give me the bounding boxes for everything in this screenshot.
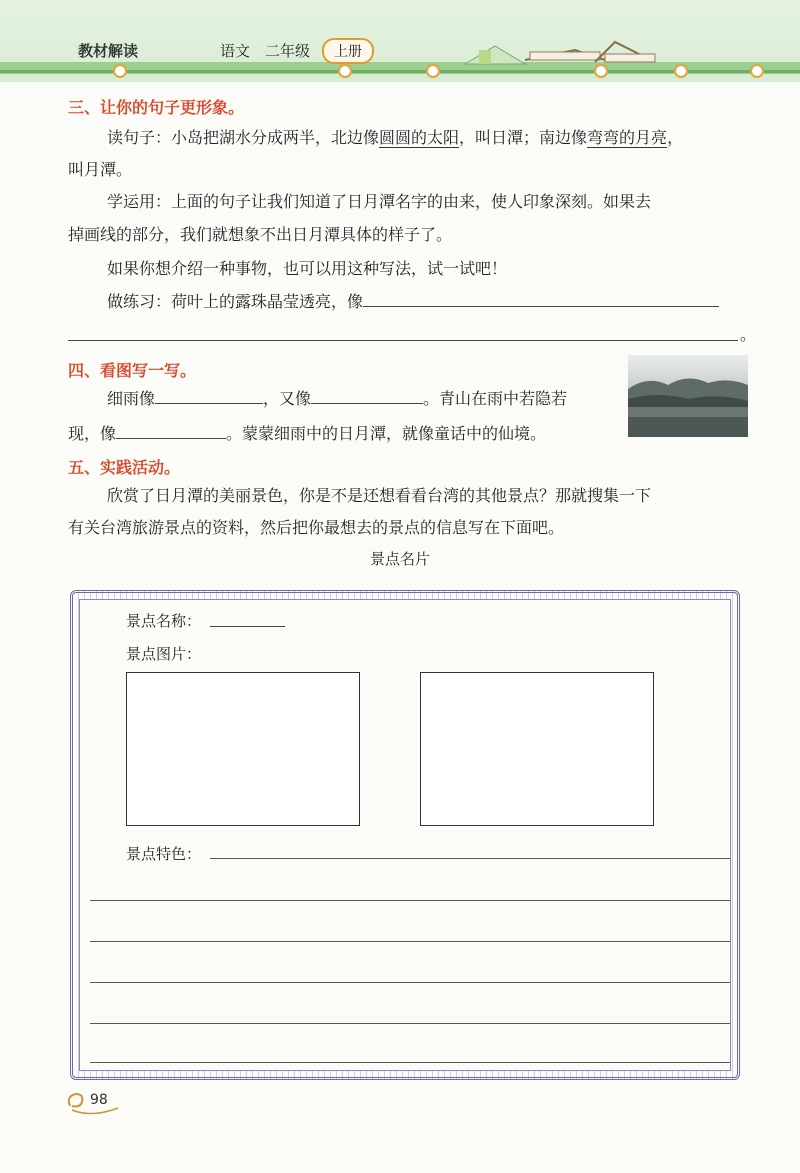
book-title: 教材解读 — [78, 42, 139, 60]
underlined-phrase: 弯弯的月亮 — [587, 128, 668, 147]
picture-writing-line-2 — [68, 424, 546, 442]
text-span: 细雨像 — [107, 389, 156, 408]
section-5-title: 五、实践活动。 — [68, 458, 181, 477]
header-dot — [426, 64, 440, 78]
writing-rule[interactable] — [90, 900, 730, 901]
read-sentence-line — [107, 130, 683, 146]
activity-line-1: 欣赏了日月潭的美丽景色，你是不是还想看看台湾的其他景点？那就搜集一下 — [107, 486, 652, 505]
scenic-spot-card — [70, 590, 740, 1080]
text-span: 。青山在雨中若隐若 — [423, 389, 568, 408]
apply-line-2: 掉画线的部分，我们就想象不出日月潭具体的样子了。 — [68, 225, 453, 244]
text-span: ， — [667, 128, 684, 147]
apply-line-1: 学运用：上面的句子让我们知道了日月潭名字的由来，使人印象深刻。如果去 — [107, 192, 652, 211]
picture-writing-line-1 — [107, 389, 567, 407]
volume-badge: 上册 — [322, 38, 374, 64]
header-dot — [750, 64, 764, 78]
grade-label: 二年级 — [265, 42, 311, 60]
lake-mountain-photo — [628, 355, 748, 437]
read-sentence-line-2: 叫月潭。 — [68, 160, 133, 179]
underlined-phrase: 圆圆的太阳 — [379, 128, 460, 147]
page-number: 98 — [90, 1092, 108, 1108]
text-span: 现，像 — [68, 424, 117, 443]
try-line: 如果你想介绍一种事物，也可以用这种写法，试一试吧！ — [107, 259, 508, 278]
section-3-title: 三、让你的句子更形象。 — [68, 98, 245, 117]
header-dot — [338, 64, 352, 78]
answer-blank-line[interactable] — [68, 326, 738, 341]
practice-line — [107, 292, 719, 310]
text-span: ，叫日潭；南边像 — [459, 128, 588, 147]
writing-rule[interactable] — [90, 1062, 730, 1063]
answer-blank[interactable] — [116, 424, 226, 439]
answer-blank[interactable] — [311, 389, 423, 404]
section-4-title: 四、看图写一写。 — [68, 361, 197, 380]
answer-blank[interactable] — [363, 292, 719, 307]
text-span: ，又像 — [263, 389, 312, 408]
subject-label: 语文 — [220, 42, 251, 60]
header-dot — [674, 64, 688, 78]
practice-prompt: 做练习：荷叶上的露珠晶莹透亮，像 — [107, 292, 364, 311]
spot-name-blank[interactable] — [210, 612, 285, 627]
text-span: 读句子：小岛把湖水分成两半，北边像 — [107, 128, 380, 147]
writing-rule[interactable] — [90, 982, 730, 983]
pavilion-illustration — [455, 38, 675, 68]
writing-rule[interactable] — [210, 858, 730, 859]
spot-feature-label: 景点特色： — [126, 845, 202, 863]
spot-picture-label: 景点图片： — [126, 645, 202, 663]
end-period: 。 — [740, 325, 757, 344]
writing-rule[interactable] — [90, 1023, 730, 1024]
activity-line-2: 有关台湾旅游景点的资料，然后把你最想去的景点的信息写在下面吧。 — [68, 518, 565, 537]
text-span: 。蒙蒙细雨中的日月潭，就像童话中的仙境。 — [226, 424, 547, 443]
header-dot — [113, 64, 127, 78]
card-title: 景点名片 — [370, 550, 431, 568]
answer-blank[interactable] — [155, 389, 263, 404]
picture-box-left[interactable] — [126, 672, 360, 826]
writing-rule[interactable] — [90, 941, 730, 942]
card-inner — [79, 599, 731, 1071]
picture-box-right[interactable] — [420, 672, 654, 826]
spot-name-label: 景点名称： — [126, 612, 202, 630]
